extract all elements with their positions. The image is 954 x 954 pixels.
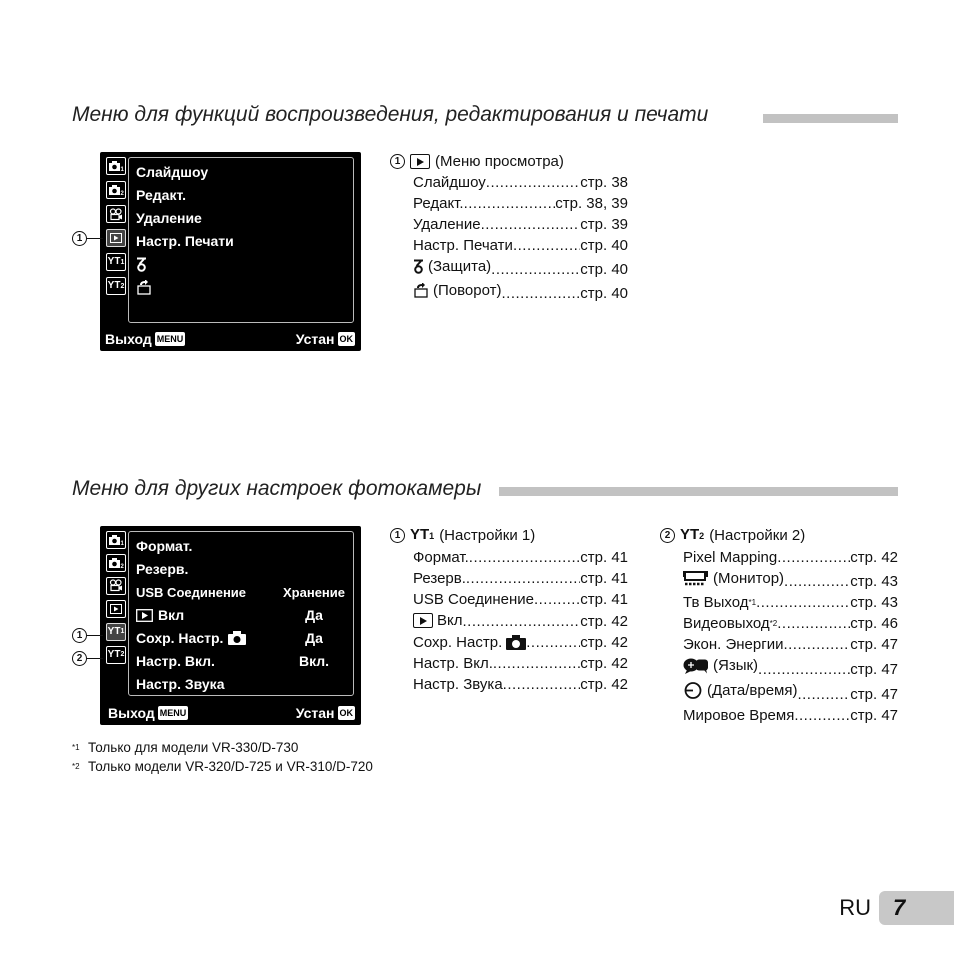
menu-item-label: Редакт. <box>136 187 186 203</box>
menu-tabs <box>104 528 128 666</box>
playback-icon <box>410 154 430 169</box>
entry-page: стр. 42 <box>580 675 628 693</box>
index-entry: Видеовыход *2 ..... стр. 46 <box>660 613 898 634</box>
menu-item-label: Удаление <box>136 210 202 226</box>
camera-icon <box>506 635 526 650</box>
footnote <box>72 738 373 757</box>
index-entry <box>660 705 898 726</box>
entry-label: Настр. Звука <box>413 675 503 693</box>
menu-panel <box>128 157 354 323</box>
entry-page: стр. 41 <box>580 591 628 608</box>
setup-2-icon: ΥΤ 2 <box>106 646 126 664</box>
index-setup-2 <box>660 524 898 726</box>
index-entry <box>390 280 628 304</box>
tab-camera-1[interactable] <box>104 528 128 551</box>
menu-item-label: Формат. <box>136 538 193 554</box>
index-entry <box>390 214 628 235</box>
tab-playback[interactable] <box>104 226 128 250</box>
entry-label: Сохр. Настр. <box>413 633 503 651</box>
entry-page: стр. 40 <box>580 261 628 278</box>
index-entry <box>390 653 628 674</box>
section-title-bar <box>499 487 898 496</box>
rotate-icon <box>136 280 152 295</box>
index-setup-1 <box>390 524 628 695</box>
entry-page: стр. 38, 39 <box>555 195 628 212</box>
index-entry <box>660 680 898 705</box>
entry-page: стр. 47 <box>850 636 898 653</box>
menu-key-badge: MENU <box>159 708 187 718</box>
exit-label: Выход <box>108 705 155 721</box>
entry-page: стр. 47 <box>850 706 898 724</box>
index-entry <box>390 589 628 610</box>
menu-panel <box>128 531 354 696</box>
entry-label: Удаление <box>413 216 481 233</box>
setup-2-icon: ΥΤ 2 <box>106 277 126 295</box>
index-entry <box>390 235 628 256</box>
callout-number: 1 <box>72 231 87 246</box>
entry-page: стр. 42 <box>850 549 898 566</box>
entry-page: стр. 43 <box>850 594 898 611</box>
setup-1-icon: ΥΤ 1 <box>106 253 126 271</box>
entry-label: (Монитор) <box>713 570 785 587</box>
setup-2-icon: ΥΤ2 <box>680 526 705 543</box>
index-header <box>390 524 628 547</box>
entry-label: Слайдшоу <box>413 174 486 191</box>
index-heading: (Настройки 1) <box>439 527 536 544</box>
playback-icon <box>413 613 433 628</box>
callout-line <box>87 238 103 239</box>
index-entry <box>390 568 628 589</box>
menu-item-label: Сохр. Настр. <box>136 630 224 646</box>
entry-page: стр. 42 <box>580 654 628 672</box>
clock-icon <box>683 682 703 699</box>
menu-item-erase[interactable] <box>136 207 347 229</box>
menu-item-label: Резерв. <box>136 561 189 577</box>
playback-icon <box>106 600 126 618</box>
setup-1-icon: ΥΤ 1 <box>106 623 126 641</box>
entry-label: (Поворот) <box>433 282 502 299</box>
svg-text:1: 1 <box>120 167 124 172</box>
tab-setup-2[interactable] <box>104 643 128 666</box>
menu-item-power-on-setup[interactable] <box>136 650 347 672</box>
footer-exit[interactable] <box>108 705 188 721</box>
menu-item-label: USB Соединение <box>136 584 247 600</box>
callout-line <box>87 658 103 659</box>
index-number: 2 <box>660 528 675 543</box>
entry-page: стр. 41 <box>580 549 628 566</box>
menu-item-value: Да <box>305 630 323 646</box>
entry-label: Видеовыход <box>683 615 770 632</box>
page-number: 7 <box>879 891 954 925</box>
svg-text:2: 2 <box>120 191 124 196</box>
playback-icon <box>136 609 153 622</box>
index-entry <box>660 634 898 655</box>
entry-label: Формат. <box>413 549 469 566</box>
callout-number: 2 <box>72 651 87 666</box>
tab-playback[interactable] <box>104 597 128 620</box>
exit-label: Выход <box>105 331 152 347</box>
ok-key-badge: OK <box>339 334 353 344</box>
menu-item-playback-power-on[interactable] <box>136 604 347 626</box>
section-title-setup: Меню для других настроек фотокамеры <box>72 477 482 500</box>
camera-icon <box>228 631 246 645</box>
index-playback-menu <box>390 151 628 304</box>
callout-number: 1 <box>72 628 87 643</box>
movie-icon <box>106 205 126 223</box>
entry-page: стр. 42 <box>580 633 628 651</box>
protect-key-icon <box>413 259 424 274</box>
index-entry <box>390 610 628 632</box>
section-title-bar <box>763 114 898 123</box>
footnotes <box>72 738 373 776</box>
index-header <box>660 524 898 547</box>
index-entry <box>660 547 898 568</box>
entry-label: (Защита) <box>428 258 492 275</box>
footnote <box>72 757 373 776</box>
page-number-tab <box>839 891 954 925</box>
entry-page: стр. 40 <box>580 285 628 302</box>
camera-screen-playback-menu <box>100 152 361 351</box>
tab-setup-1[interactable] <box>104 250 128 274</box>
camera-screen-setup-menu <box>100 526 361 725</box>
tab-camera-2[interactable] <box>104 551 128 574</box>
entry-page: стр. 38 <box>580 174 628 191</box>
index-entry <box>390 674 628 695</box>
playback-icon <box>106 229 126 247</box>
tab-setup-2[interactable] <box>104 274 128 298</box>
entry-label: Экон. Энергии <box>683 636 784 653</box>
set-label: Устан <box>295 331 335 347</box>
entry-label: USB Соединение <box>413 591 534 608</box>
entry-page: стр. 41 <box>580 570 628 587</box>
footer-exit[interactable] <box>105 331 185 347</box>
footnote-text: Только модели VR-320/D-725 и VR-310/D-720 <box>88 759 373 774</box>
monitor-icon <box>683 571 709 586</box>
menu-item-value: Да <box>305 607 323 623</box>
language-icon <box>683 658 709 674</box>
callout-2-section2 <box>72 651 103 666</box>
entry-label: Мировое Время <box>683 706 795 724</box>
menu-item-format[interactable] <box>136 535 347 557</box>
index-entry <box>390 256 628 280</box>
menu-item-rotate[interactable] <box>136 276 347 298</box>
menu-item-label: Настр. Звука <box>136 676 225 692</box>
entry-label: Вкл <box>437 612 463 629</box>
entry-label: (Язык) <box>713 657 759 674</box>
tab-setup-1[interactable] <box>104 620 128 643</box>
entry-label: (Дата/время) <box>707 681 798 699</box>
menu-item-protect[interactable] <box>136 253 347 275</box>
entry-page: стр. 40 <box>580 237 628 254</box>
svg-text:1: 1 <box>120 540 124 546</box>
ok-key-badge: OK <box>339 708 353 718</box>
menu-item-backup[interactable] <box>136 558 347 580</box>
menu-item-slideshow[interactable] <box>136 161 347 183</box>
menu-item-label: Настр. Печати <box>136 233 234 249</box>
entry-label: Тв Выход <box>683 594 749 611</box>
tab-movie[interactable] <box>104 574 128 597</box>
entry-label: Pixel Mapping <box>683 549 778 566</box>
callout-1-section2 <box>72 628 103 643</box>
section-title-playback: Меню для функций воспроизведения, редактирования и печати <box>72 103 709 126</box>
tab-camera-2[interactable] <box>104 178 128 202</box>
index-entry <box>660 655 898 680</box>
index-header <box>390 151 628 172</box>
entry-page: стр. 47 <box>850 660 898 678</box>
language-code: RU <box>839 895 871 920</box>
entry-label: Редакт. <box>413 195 464 212</box>
menu-item-sound-settings[interactable] <box>136 673 347 695</box>
footnote-mark: *2 <box>72 762 80 771</box>
menu-item-print-order[interactable] <box>136 230 347 252</box>
entry-page: стр. 47 <box>850 685 898 703</box>
menu-key-badge: MENU <box>156 334 184 344</box>
index-entry: Тв Выход *1 ..... стр. 43 <box>660 592 898 613</box>
menu-item-value: Хранение <box>283 584 345 600</box>
entry-page: стр. 42 <box>580 612 628 630</box>
index-heading: (Настройки 2) <box>709 527 806 544</box>
index-heading: (Меню просмотра) <box>435 153 564 170</box>
svg-text:2: 2 <box>120 563 124 569</box>
index-entry <box>390 172 628 193</box>
entry-page: стр. 43 <box>850 573 898 590</box>
setup-1-icon: ΥΤ1 <box>410 526 435 543</box>
index-entry <box>660 568 898 592</box>
footnote-text: Только для модели VR-330/D-730 <box>88 740 299 755</box>
menu-item-label: Вкл <box>158 607 185 623</box>
menu-tabs <box>104 154 128 298</box>
footer-set[interactable] <box>296 331 355 347</box>
callout-line <box>87 635 103 636</box>
index-entry <box>390 632 628 653</box>
footer-set[interactable] <box>296 705 355 721</box>
menu-item-save-settings[interactable] <box>136 627 347 649</box>
index-number: 1 <box>390 528 405 543</box>
callout-1-section1 <box>72 231 103 246</box>
entry-label: Резерв. <box>413 570 466 587</box>
index-entry <box>390 547 628 568</box>
menu-item-value: Вкл. <box>298 653 330 669</box>
camera-1-icon <box>106 531 126 549</box>
menu-item-label: Настр. Вкл. <box>136 653 215 669</box>
entry-label: Настр. Печати <box>413 237 513 254</box>
tab-movie[interactable] <box>104 202 128 226</box>
camera-1-icon <box>106 157 126 175</box>
tab-camera-1[interactable] <box>104 154 128 178</box>
menu-item-label: Слайдшоу <box>136 164 209 180</box>
set-label: Устан <box>295 705 335 721</box>
camera-2-icon <box>106 554 126 572</box>
rotate-icon <box>413 283 429 298</box>
menu-item-edit[interactable] <box>136 184 347 206</box>
index-entry <box>390 193 628 214</box>
footnote-mark: *1 <box>72 743 80 752</box>
movie-icon <box>106 577 126 595</box>
index-number: 1 <box>390 154 405 169</box>
entry-label: Настр. Вкл. <box>413 654 493 672</box>
protect-key-icon <box>136 257 147 272</box>
entry-page: стр. 39 <box>580 216 628 233</box>
entry-page: стр. 46 <box>850 615 898 632</box>
menu-item-usb-connection[interactable] <box>136 581 347 603</box>
camera-2-icon <box>106 181 126 199</box>
